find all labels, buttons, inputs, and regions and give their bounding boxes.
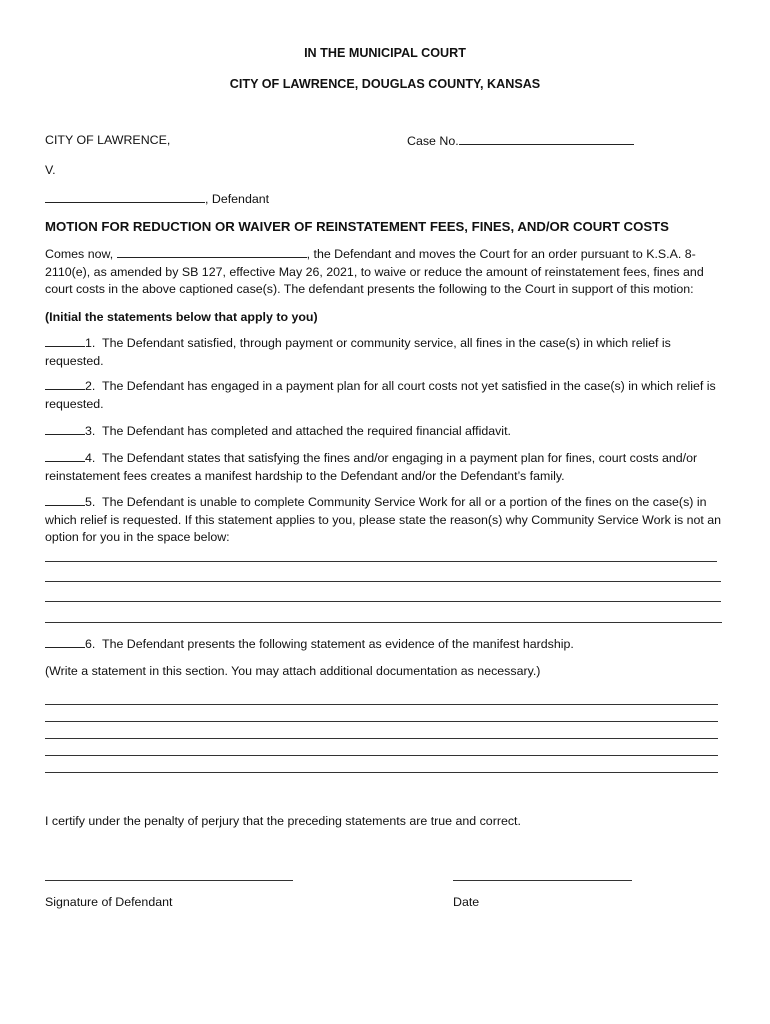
reason-answer-line-1[interactable] (45, 561, 717, 562)
intro-defendant-blank[interactable] (117, 246, 307, 258)
statement-4-number: 4. (85, 451, 96, 465)
initial-blank-3[interactable] (45, 423, 85, 435)
signature-label: Signature of Defendant (45, 895, 173, 909)
initial-blank-2[interactable] (45, 378, 85, 390)
intro-prefix: Comes now, (45, 247, 117, 261)
statement-5 (45, 494, 725, 547)
statement-2-number: 2. (85, 379, 96, 393)
versus-label: V. (45, 163, 56, 177)
case-number-field[interactable] (407, 133, 634, 149)
intro-paragraph (45, 246, 725, 299)
defendant-label: , Defendant (205, 192, 270, 206)
initial-blank-4[interactable] (45, 450, 85, 462)
statement-6-number: 6. (85, 637, 96, 651)
initial-instruction: (Initial the statements below that apply to you) (45, 310, 318, 324)
jurisdiction-heading: CITY OF LAWRENCE, DOUGLAS COUNTY, KANSAS (229, 77, 541, 91)
statement-3-number: 3. (85, 424, 96, 438)
court-heading: IN THE MUNICIPAL COURT (304, 46, 466, 60)
statement-2-text: The Defendant has engaged in a payment plan for all court costs not yet satisfied in the case(s) in which relief is requested. (45, 379, 716, 411)
date-line[interactable] (453, 880, 632, 881)
hardship-answer-line-5[interactable] (45, 772, 718, 773)
motion-title: MOTION FOR REDUCTION OR WAIVER OF REINSTATEMENT FEES, FINES, AND/OR COURT COSTS (45, 219, 669, 234)
certification-statement: I certify under the penalty of perjury that the preceding statements are true and correct. (45, 814, 521, 828)
reason-answer-line-3[interactable] (45, 601, 721, 602)
initial-blank-1[interactable] (45, 335, 85, 347)
case-number-label: Case No. (407, 134, 459, 148)
case-number-blank[interactable] (459, 133, 634, 145)
statement-5-text: The Defendant is unable to complete Community Service Work for all or a portion of the fines on the case(s) in which relief is requested. If this statement applies to you, please state the reason(s) why Community Service Work is not an option for you in the space below: (45, 495, 722, 544)
statement-4-text: The Defendant states that satisfying the fines and/or engaging in a payment plan for fines, court costs and/or reinstatement fees creates a manifest hardship to the Defendant and/or the Defendant’s family. (45, 451, 698, 483)
hardship-answer-line-2[interactable] (45, 721, 718, 722)
statement-1-text: The Defendant satisfied, through payment or community service, all fines in the case(s) in which relief is requested. (45, 336, 671, 368)
statement-6-text: The Defendant presents the following statement as evidence of the manifest hardship. (102, 637, 574, 651)
defendant-name-blank[interactable] (45, 191, 205, 203)
reason-answer-line-4[interactable] (45, 622, 722, 623)
initial-blank-6[interactable] (45, 636, 85, 648)
defendant-signature-line[interactable] (45, 880, 293, 881)
statement-6 (45, 636, 725, 654)
statement-1-number: 1. (85, 336, 96, 350)
statement-1 (45, 335, 725, 370)
statement-3-text: The Defendant has completed and attached the required financial affidavit. (102, 424, 511, 438)
defendant-name-field[interactable] (45, 191, 269, 207)
reason-answer-line-2[interactable] (45, 581, 721, 582)
statement-2 (45, 378, 725, 413)
intro-text: , the Defendant and moves the Court for an order pursuant to K.S.A. 8-2110(e), as amended by SB 127, effective May 26, 2021, to waive or reduce the amount of reinstatement fees, fines and court costs in the above captioned case(s). The defendant presents the following to the Court in support of this motion: (45, 247, 704, 296)
initial-blank-5[interactable] (45, 494, 85, 506)
statement-4 (45, 450, 725, 485)
statement-5-number: 5. (85, 495, 96, 509)
date-label: Date (453, 895, 480, 909)
plaintiff-name: CITY OF LAWRENCE, (45, 133, 171, 147)
statement-3 (45, 423, 725, 441)
hardship-answer-line-4[interactable] (45, 755, 718, 756)
hardship-answer-line-3[interactable] (45, 738, 718, 739)
hardship-answer-line-1[interactable] (45, 704, 718, 705)
statement-6-note: (Write a statement in this section. You may attach additional documentation as necessary.) (45, 664, 541, 678)
